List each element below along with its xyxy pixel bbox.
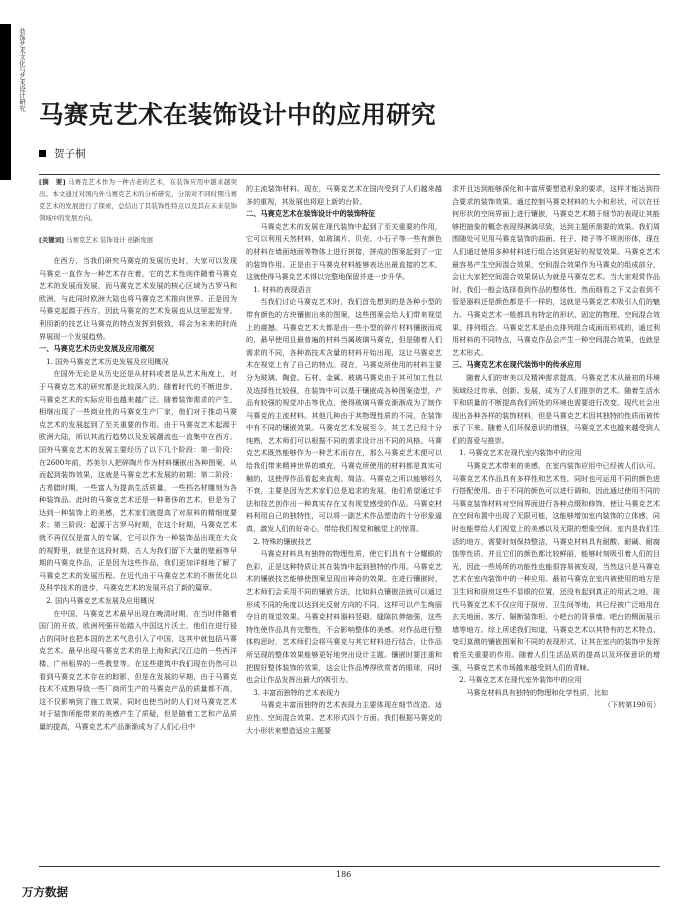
abstract-block (39, 176, 237, 246)
section-heading: 二、马赛克艺术在装饰设计中的装饰特征 (246, 209, 376, 219)
body-paragraph: 当我们讨论马赛克艺术时，我们首先想到的是各种小型的带有颜色的方块镶嵌出来的图案，这些图案会给人们带来视觉上的震撼。马赛克艺术大都是由一些小型的碎片材料镶嵌而成的，最早使用且最普遍的材料当属玻璃马赛克，但是随着人们需求的不同，各种高技术含量的材料开始出现，这让马赛克艺术在视觉上有了自己的特点。现在，马赛克所使用的材料主要分为玻璃、陶瓷、石材、金属。玻璃马赛克由于其可加工性以及选择性比较强，在装饰中可以基于镶嵌成各种图案造型，产品有较强的视觉冲击等优点，使得玻璃马赛克渐渐成为了制作马赛克的主流材料。其他几种由于其物理性质的不同，在装饰中有不同的镶嵌效果。马赛克艺术发展至今，其工艺已经十分纯熟，艺术师们可以根据不同的需求设计出不同的风格。马赛克艺术既然能够作为一种艺术而存在，那么马赛克艺术便可以给我们带来精神世界的填充，马赛克所使用的材料都是真实可触的，这使得作品看起来直观、简洁。马赛克之所以能够经久不衰，主要是因为艺术家们总是追求的发展，他们希望通过手法和技艺创作出一种真实存在又有视觉感受的作品。马赛克材料利用自己的独特性，可以将一副艺术作品塑造的十分形象逼真，激发人们的好奇心，带给我们视觉和触觉上的惊喜。 (246, 297, 442, 534)
keywords (39, 234, 237, 246)
abstract (39, 176, 237, 224)
body-paragraph: 马赛克艺术的发展在现代装饰中起到了至关重要的作用，它可以利用天然材料，如玻璃片、贝壳、小石子等一些有颜色的材料在墙面地面等物体上进行拼接，拼成的图案起到了一定的装饰作用。正是由于马赛克材料能够表达出最直接的艺术，这就使得马赛克艺术得以完整地保留并进一步升华。 (246, 221, 442, 282)
square-bullet-icon (39, 150, 46, 157)
keywords-text: 马赛克艺术 装饰设计 创新发展 (66, 236, 154, 244)
section-heading: 一、马赛克艺术历史发展及应用概况 (39, 344, 155, 354)
body-paragraph: 马赛克艺术带来的美感，在室内装饰应用中已经被人们认可。马赛克艺术作品具有多样性和艺术性，同时也可运用不同的颜色进行搭配使用。由于不同的颜色可以进行调和，因此通过使用不同的马赛克装饰材料对空间界面进行各种点缀和修饰，使让马赛克艺术在空间布置中出现了无限可能，这能够增加室内装饰的立体感，同时也能带给人们视觉上的美感以及无限的想象空间。室内是我们生活的地方，需要时刻保持整洁，马赛克材料具有耐酸、耐碱、耐腐蚀等性质，并且它们的颜色都比较鲜丽，能够时刻吸引着人们的目光，因此一些场所的功能性也能很容易被发现，当然这只是马赛克艺术在室内装饰中的一种应用。最初马赛克在室内被使用的地方是卫生间和厨房这些不显眼的位置，还没有起到真正的用武之地，现代马赛克艺术不仅应用于厨房、卫生间等地，其已经被广泛地用在玄关地面、客厅、隔断装饰柜、小吧台的背景墙、吧台的侧面展示墙等地方。综上所述我们知道，马赛克艺术以其特有的艺术特点、变幻莫测的镶嵌图案和不同的表现形式，让其在室内的装饰中发挥着至关重要的作用。随着人们生活品质的提高以及环保意识的增强，马赛克艺术市场越来越受到人们的青睐。 (452, 461, 660, 672)
subsection-heading: 1. 国外马赛克艺术历史发展及应用概况 (46, 356, 169, 366)
body-paragraph: 在西方，当我们研究马赛克的发展历史时，大家可以发现马赛克一直作为一种艺术存在着，它的艺术性则伴随着马赛克艺术的发展而发展，而马赛克艺术发展的核心区域为古罗马和欧洲，与此同时欧洲大陆也将马赛克艺术推向世界。正是因为马赛克起源于西方，因此马赛克的艺术发展也从这里起发芽。利用新的技艺让马赛克的特点发挥到极致，将会为未来的时尚界展现一个发展趋势。 (39, 256, 237, 341)
body-paragraph: 随着人们的审美以及精神需求提高，马赛克艺术从最初的环境领域经过传承、创新、发展，成为了人们推崇的艺术。随着生活水平和质量的不断提高我们所处的环境也需要进行改变。现代社会出现出各种各样的装饰材料，但是马赛克艺术因其独特的性质而被传承了下来。随着人们环保意识的增强，马赛克艺术也越来越受到人们的喜爱与推崇。 (452, 372, 660, 445)
subsection-heading: 2. 特殊的镶嵌技艺 (253, 536, 312, 546)
abstract-text: 马赛克艺术作为一种古老的艺术，在装饰应用中越来越突出。本文通过对国内外马赛克艺术的分析研究，分别对不同时期马赛克艺术的发展进行了探索，总结出了其装饰性特点以及其在未来装饰领域中的发展方向。 (39, 178, 237, 222)
column-left (39, 176, 237, 734)
column-right (452, 183, 660, 712)
keywords-label: [关键词] (39, 236, 65, 244)
body-paragraph: 在国外无论是从历史还是从材料或者是从艺术角度上，对于马赛克艺术的研究都是比较深入的。随着时代的不断进步，马赛克艺术的实际应用也越来越广泛。随着装饰需求的产生，相继出现了一些商业性的马赛克生产厂家，他们对于推动马赛克艺术的发展起到了至关重要的作用。由于马赛克艺术起源于欧洲大陆，所以其流行趋势以及发展潮流也一直集中在西方。国外马赛克艺术的发展主要经历了以下几个阶段：第一阶段：在2600年前，苏美尔人把碎陶片作为材料镶嵌出各种图案，从而起到装饰效果，这就是马赛克艺术发展的初期；第二阶段：古希腊时期，一些富人为提高生活质量，一些档名材雕刻为各种装饰品。此时的马赛克艺术还是一种奢侈的艺术，但是为了达到一种装饰上的美感，艺术家们就提高了对原料的精细度要求；第三阶段：起源于古罗马时期，在这个时期，马赛克艺术就不再仅仅是富人的专属，它可以作为一种装饰品出现在大众的视野里，就是在这段时期，古人为我们留下大量的壁画等早期的马赛克作品，正是因为这些作品，我们更加详细地了解了马赛克艺术的发展历程。在近代由于马赛克艺术的不断优化以及科学技术的进步，马赛克艺术的发展开启了新的篇章。 (39, 369, 237, 593)
subsection-heading: 1. 材料的表现语言 (253, 284, 312, 294)
body-paragraph: 马赛克丰富而独特的艺术表现力主要体现在细节改造、适应性、空间混合效果、艺术形式四个方面。我们根据马赛克的大小形状来塑造适应主题要 (246, 700, 442, 735)
body-paragraph: 马赛克材料具有独特的物理和化学性质，比如 (466, 687, 609, 697)
subsection-heading: 2. 马赛克艺术在现代室外装饰中的应用 (459, 675, 582, 685)
section-heading: 三、马赛克艺术在现代装饰中的传承应用 (452, 360, 582, 370)
header-divider (39, 174, 660, 175)
body-paragraph: 的主流装饰材料。现在，马赛克艺术在国内受到了人们越来越多的重视，其发展也将迎上新的台阶。 (246, 184, 442, 206)
body-paragraph: 在中国，马赛克艺术最早出现在晚清时期，在当时伴随着国门的开放，欧洲列强开始踏入中国这片沃土，他们在进行侵占的同时也把本国的艺术气息引入了中国，这其中就包括马赛克艺术。最早出现马赛克艺术的是上海和武汉江边的一些西洋楼、广州租界的一些教堂等。在这些建筑中我们现在仍然可以看到马赛克艺术存在的踪影，但是在发展的早期，由于马赛克技术不成熟导致一些厂商所生产的马赛克产品的质量都不高，这不仅影响到了施工效果，同时也使当时的人们对马赛克艺术对于装饰所能带来的美感产生了质疑，但是随着工艺和产品质量的提高，马赛克艺术产品渐渐成为了人们心目中 (39, 608, 237, 731)
side-tab-bar (0, 24, 11, 180)
page-number: 186 (336, 870, 352, 879)
article-title: 马赛克艺术在装饰设计中的应用研究 (39, 100, 436, 129)
publisher-brand: 万方数据 (22, 885, 68, 899)
subsection-heading: 3. 丰富而独特的艺术表现力 (253, 687, 341, 697)
column-left-body (39, 255, 237, 734)
section-side-label: 装饰艺术文化与艺术设计研究 (18, 28, 26, 112)
author-name: 贺子桐 (54, 148, 86, 160)
subsection-heading: 2. 国内马赛克艺术发展及应用概况 (46, 596, 155, 606)
continued-note: （下转第190页） (603, 700, 660, 710)
body-paragraph: 求并且达到能够深化和丰富所要塑造形象的要求，这样才能达到符合要求的装饰效果。通过控制马赛克材料的大小和形状，可以在任何形状的空间界面上进行镶嵌，马赛克艺术精于细节的表现让其能够把抽象的概念表现得淋漓尽致，达到主题所需要的效果。我们周围随处可见用马赛克装饰的曲面、柱子、椅子等不规则形体，现在人们通过使用多种材料进行组合达到更好的视觉效果。马赛克艺术最容易产生空间混合效果，空间混合效果作为马赛克的组成部分，会让大家把空间混合效果误认为就是马赛克艺术。当大家观赏作品时，我们一般会选择看到作品的整体性，然而细看之下又会看到不管是器料还是颜色都是不一样的，这就是马赛克艺术吸引人们的魅力。马赛克艺术一般都具有特定的形状、固定的物理、空间混合效果、排列组合。马赛克艺术是由点排列组合成面而形成的，通过利用材料的不同特点，马赛克作品会产生一种空间混合效果，也就是艺术形式。 (452, 184, 660, 357)
subsection-heading: 1. 马赛克艺术在现代室内装饰中的应用 (459, 448, 582, 458)
author-line (39, 146, 86, 161)
footer-divider (39, 866, 660, 867)
body-paragraph: 马赛克材料具有独特的物理性质，使它们具有十分耀眼的色彩，正是这种特质让其在装饰中起到独特的作用。马赛克艺术的镶嵌技艺能够使图案呈现出神奇的效果。在进行镶嵌时，艺术师们会采用不同的镶嵌方法，比如斜点镶嵌法就可以通过形成不同的角度以达到光反射方向的不同，这样可以产生绚丽夺目的视觉效果。马赛克材料器料竖砌、缝隙抗伸缩强，这些特性使作品具有完整性，不会影响整体的美感。对作品进行整体构思时，艺术师们会将马赛克与其它材料进行结合，让作品所呈现的整体效果能够更好地突出设计主题。镶嵌时要注重和把握好整体装饰的效果，这会让作品博得欣赏者的眼球，同时也会让作品发挥出最大的吸引力。 (246, 549, 442, 685)
column-middle (246, 183, 442, 737)
abstract-label: [摘 要] (39, 178, 66, 186)
